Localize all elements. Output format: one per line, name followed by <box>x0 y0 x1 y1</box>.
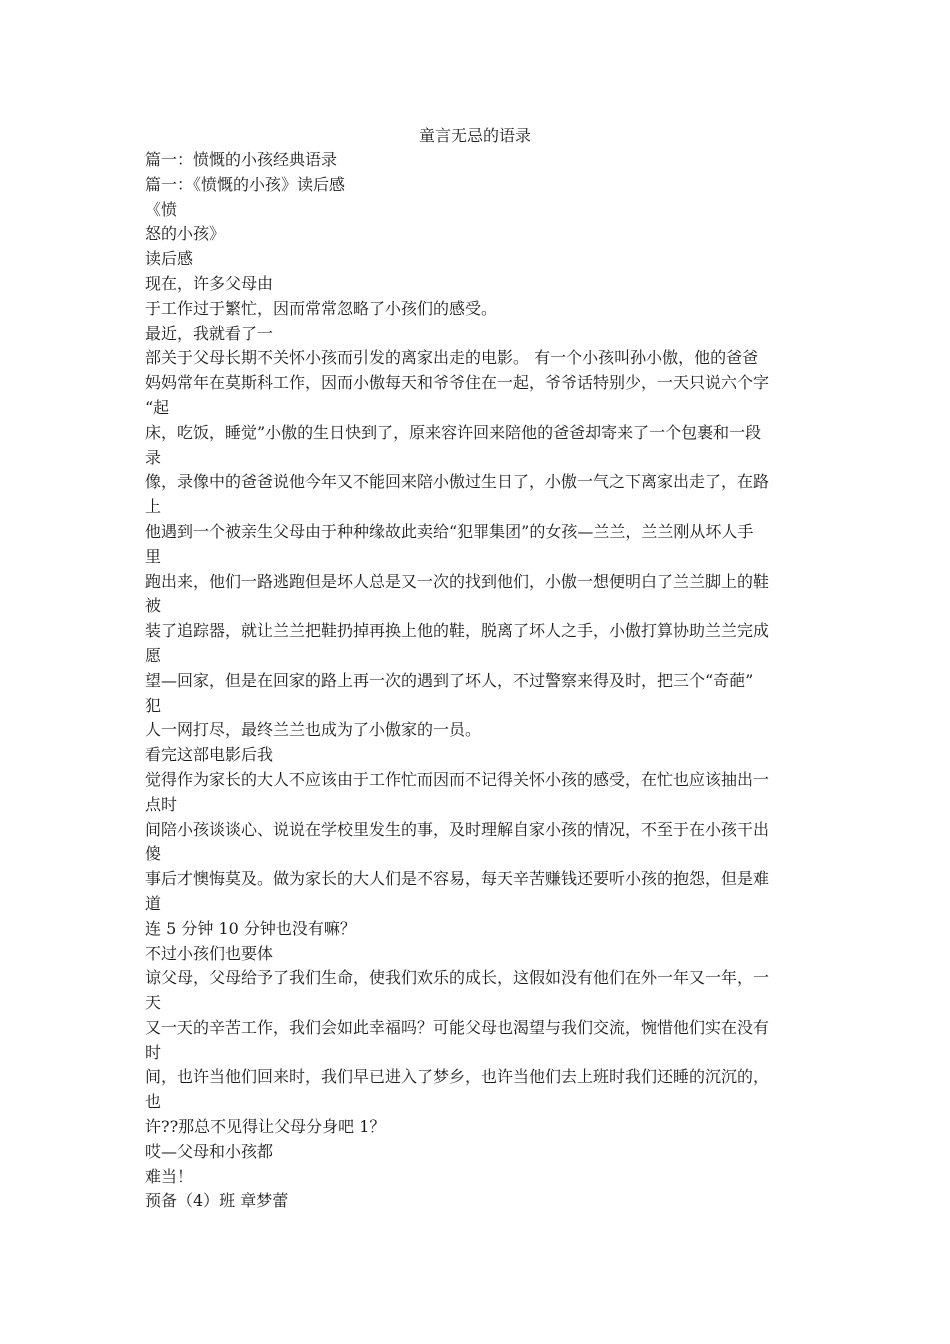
text-line: 上 <box>145 497 162 517</box>
document-body <box>145 148 810 1214</box>
text-line: 谅父母，父母给予了我们生命，使我们欢乐的成长，这假如没有他们在外一年又一年，一 <box>145 968 770 988</box>
text-line: 愿 <box>145 645 162 665</box>
text-line: 看完这部电影后我 <box>145 745 274 765</box>
text-line: 也 <box>145 1092 162 1112</box>
text-line: 怒的小孩》 <box>145 224 226 244</box>
text-line: “起 <box>145 397 170 417</box>
text-line: 道 <box>145 893 162 913</box>
text-line: 篇一：《愤慨的小孩》读后感 <box>145 174 346 194</box>
text-line: 犯 <box>145 695 162 715</box>
text-line: 篇一：愤慨的小孩经典语录 <box>145 150 338 169</box>
document-title: 童言无忌的语录 <box>418 126 531 145</box>
text-line: 傻 <box>145 844 162 864</box>
text-line: 望—回家，但是在回家的路上再一次的遇到了坏人，不过警察来得及时，把三个“奇葩” <box>145 670 754 690</box>
text-line: 天 <box>145 993 162 1013</box>
text-line: 现在，许多父母由 <box>145 273 274 293</box>
text-line: 最近，我就看了一 <box>145 323 274 343</box>
text-line: 许??那总不见得让父母分身吧 1？ <box>145 1117 386 1137</box>
text-line: 难当！ <box>145 1166 194 1186</box>
text-line: 人一网打尽，最终兰兰也成为了小傲家的一员。 <box>145 720 482 740</box>
text-line: 跑出来，他们一路逃跑但是坏人总是又一次的找到他们，小傲一想便明白了兰兰脚上的鞋 <box>145 571 770 591</box>
text-line: 觉得作为家长的大人不应该由于工作忙而因而不记得关怀小孩的感受，在忙也应该抽出一 <box>145 769 770 789</box>
text-line: 床，吃饭，睡觉”小傲的生日快到了，原来容许回来陪他的爸爸却寄来了一个包裹和一段 <box>145 422 762 442</box>
text-line: 他遇到一个被亲生父母由于种种缘故此卖给“犯罪集团”的女孩—兰兰，兰兰刚从坏人手 <box>145 521 754 541</box>
text-line: 点时 <box>145 794 178 814</box>
text-line: 预备（4）班 章梦蕾 <box>145 1191 289 1211</box>
text-line: 部关于父母长期不关怀小孩而引发的离家出走的电影。 有一个小孩叫孙小傲，他的爸爸 <box>145 348 759 368</box>
text-line: 哎—父母和小孩都 <box>145 1141 274 1161</box>
text-line: 被 <box>145 596 162 616</box>
text-line: 像，录像中的爸爸说他今年又不能回来陪小傲过生日了，小傲一气之下离家出走了，在路 <box>145 472 770 492</box>
text-line: 事后才懊悔莫及。做为家长的大人们是不容易，每天辛苦赚钱还要听小孩的抱怨，但是难 <box>145 869 770 889</box>
text-line: 《愤 <box>145 199 178 219</box>
text-line: 里 <box>145 546 162 566</box>
text-line: 妈妈常年在莫斯科工作，因而小傲每天和爷爷住在一起，爷爷话特别少，一天只说六个字 <box>145 373 770 393</box>
text-line: 于工作过于繁忙，因而常常忽略了小孩们的感受。 <box>145 298 498 318</box>
text-line: 又一天的辛苦工作，我们会如此幸福吗？可能父母也渴望与我们交流，惋惜他们实在没有 <box>145 1017 770 1037</box>
text-line: 时 <box>145 1042 162 1062</box>
text-line: 间，也许当他们回来时，我们早已进入了梦乡，也许当他们去上班时我们还睡的沉沉的， <box>145 1067 770 1087</box>
text-line: 不过小孩们也要体 <box>145 943 274 963</box>
text-line: 装了追踪器，就让兰兰把鞋扔掉再换上他的鞋，脱离了坏人之手，小傲打算协助兰兰完成 <box>145 621 770 641</box>
text-line: 读后感 <box>145 249 194 269</box>
text-line: 连 5 分钟 10 分钟也没有嘛？ <box>145 918 356 938</box>
text-line: 录 <box>145 447 162 467</box>
text-line: 间陪小孩谈谈心、说说在学校里发生的事，及时理解自家小孩的情况，不至于在小孩干出 <box>145 819 770 839</box>
